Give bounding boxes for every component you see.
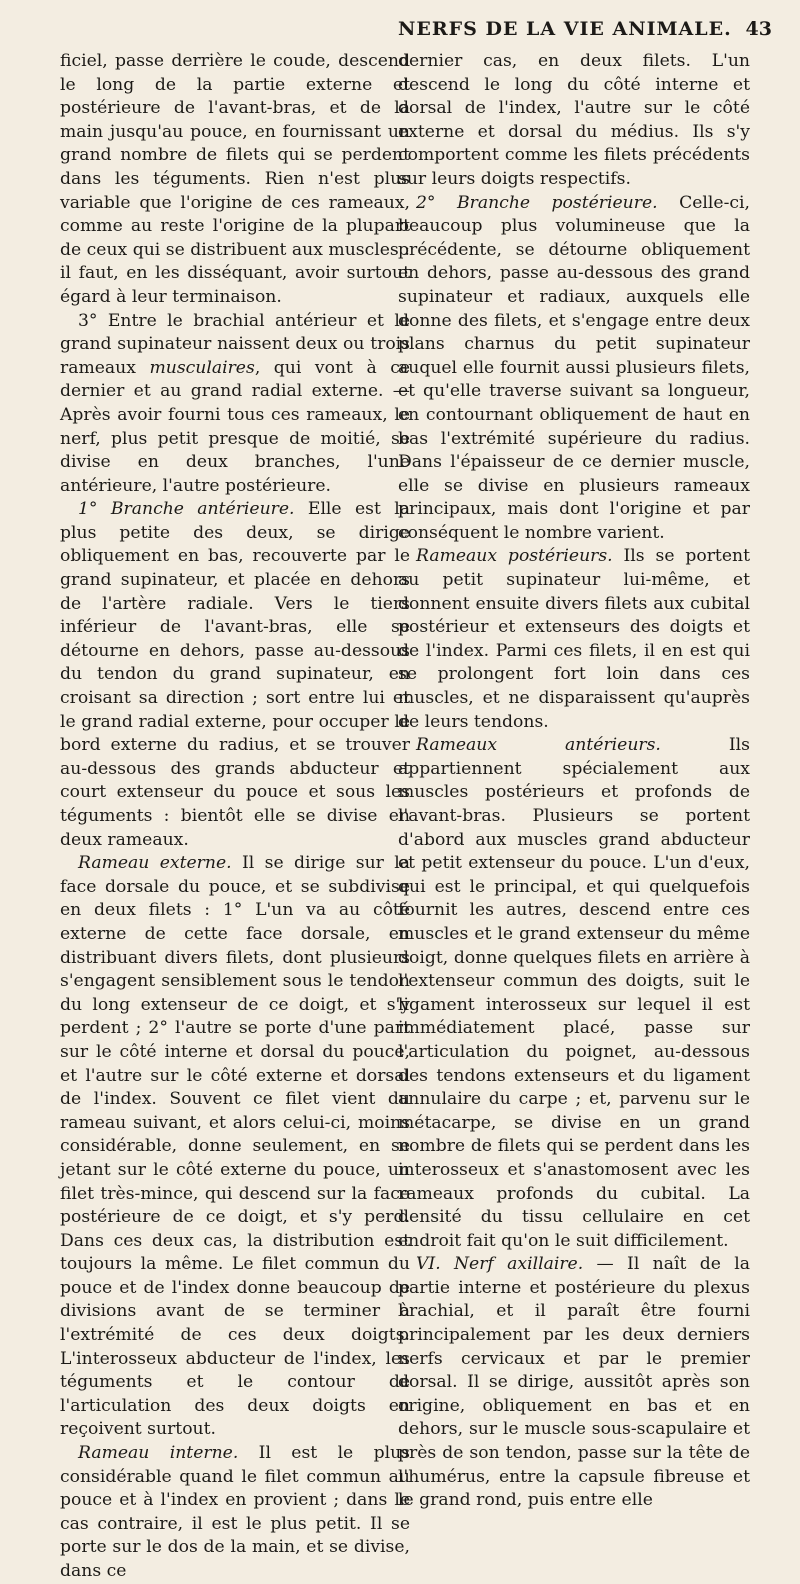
italic-term: musculaires <box>149 357 255 378</box>
paragraph <box>398 192 750 546</box>
paragraph <box>60 498 410 852</box>
paragraph <box>398 734 750 1253</box>
right-column <box>398 50 750 1513</box>
paragraph-text: — Il naît de la partie interne et postérieure du plexus brachial, et il paraît être fourni principalement par les deux derniers nerfs cervicaux et par le premier dorsal. Il se dirige, aussitôt après son origine, obliquement en bas et en dehors, sur le muscle sous-scapulaire et près de son tendon, passe sur la tête de l'humérus, entre la capsule fibreuse et le grand rond, puis entre elle <box>398 1254 750 1511</box>
paragraph-text: Il se dirige sur la face dorsale du pouce, et se subdivise en deux filets : 1° L'un va au côté externe de cette face dorsale, en distribuant divers filets, dont plusieurs s'engagent sensiblement sous le tendon du long extenseur de ce doigt, et s'y perdent ; 2° l'autre se porte d'une part sur le côté interne et dorsal du pouce, et l'autre sur le côté externe et dorsal de l'index. Souvent ce filet vient du rameau suivant, et alors celui-ci, moins considérable, donne seulement, en se jetant sur le côté externe du pouce, un filet très-mince, qui descend sur la face postérieure de ce doigt, et s'y perd. Dans ces deux cas, la distribution est toujours la même. Le filet commun du pouce et de l'index donne beaucoup de divisions avant de se terminer à l'extrémité de ces deux doigts. L'interosseux abducteur de l'index, les téguments et le contour de l'articulation des deux doigts en reçoivent surtout. <box>60 853 410 1440</box>
paragraph <box>398 50 750 192</box>
section-label: Rameaux postérieurs. <box>416 546 613 567</box>
paragraph <box>398 545 750 734</box>
paragraph-text: Elle est la plus petite des deux, se dirige obliquement en bas, recouverte par le grand supinateur, et placée en dehors de l'artère radiale. Vers le tiers inférieur de l'avant-bras, elle se détourne en dehors, passe au-dessous du tendon du grand supinateur, en croisant sa direction ; sort entre lui et le grand radial externe, pour occuper le bord externe du radius, et se trouver au-dessous des grands abducteur et court extenseur du pouce et sous les téguments : bientôt elle se divise en deux rameaux. <box>60 499 410 850</box>
paragraph-text: Il est le plus considérable quand le filet commun au pouce et à l'index en provient ; dans le cas contraire, il est le plus petit. Il se porte sur le dos de la main, et se divise, dans ce <box>60 1443 410 1581</box>
page-header <box>398 14 772 50</box>
paragraph-text: ficiel, passe derrière le coude, descend le long de la partie externe et postérieure de l'avant-bras, et de la main jusqu'au pouce, en fournissant un grand nombre de filets qui se perdent dans les téguments. Rien n'est plus variable que l'origine de ces rameaux, comme au reste l'origine de la plupart de ceux qui se distribuent aux muscles : il faut, en les disséquant, avoir surtout égard à leur terminaison. <box>60 51 410 307</box>
paragraph-text: 3° Entre le brachial antérieur et le grand supinateur naissent deux ou trois rameaux <box>60 310 410 378</box>
left-column <box>60 50 410 1584</box>
paragraph <box>398 1253 750 1513</box>
paragraph <box>60 50 410 310</box>
paragraph <box>60 852 410 1442</box>
paragraph-text: Ils se portent au petit supinateur lui-même, et donnent ensuite divers filets aux cubital postérieur et extenseurs des doigts et de l'index. Parmi ces filets, il en est qui se prolongent fort loin dans ces muscles, et ne disparaissent qu'auprès de leurs tendons. <box>398 546 750 732</box>
paragraph-text: Ils appartiennent spécialement aux muscles postérieurs et profonds de l'avant-bras. Plusieurs se portent d'abord aux muscles grand abducteur et petit extenseur du pouce. L'un d'eux, qui est le principal, et qui quelquefois fournit les autres, descend entre ces muscles et le grand extenseur du même doigt, donne quelques filets en arrière à l'extenseur commun des doigts, suit le ligament interosseux sur lequel il est immédiatement placé, passe sur l'articulation du poignet, au-dessous des tendons extenseurs et du ligament annulaire du carpe ; et, parvenu sur le métacarpe, se divise en un grand nombre de filets qui se perdent dans les interosseux et s'anastomosent avec les rameaux profonds du cubital. La densité du tissu cellulaire en cet endroit fait qu'on le suit difficilement. <box>398 735 750 1251</box>
section-label: Rameaux antérieurs. <box>416 735 661 756</box>
paragraph-text: Celle-ci, beaucoup plus volumineuse que la précédente, se détourne obliquement en dehors, passe au-dessous des grand supinateur et radiaux, auxquels elle donne des filets, et s'engage entre deux plans charnus du petit supinateur auquel elle fournit aussi plusieurs filets, et qu'elle traverse suivant sa longueur, en contournant obliquement de haut en bas l'extrémité supérieure du radius. Dans l'épaisseur de ce dernier muscle, elle se divise en plusieurs rameaux principaux, mais dont l'origine et par conséquent le nombre varient. <box>398 192 750 543</box>
paragraph <box>60 1442 410 1584</box>
paragraph <box>60 310 410 499</box>
section-label: Rameau interne. <box>78 1443 239 1464</box>
paragraph-text: , qui vont à ce dernier et au grand radial externe. — Après avoir fourni tous ces rameaux, le nerf, plus petit presque de moitié, se divise en deux branches, l'une antérieure, l'autre postérieure. <box>60 357 411 496</box>
page-number: 43 <box>745 18 772 40</box>
section-label: 2° Branche postérieure. <box>416 192 658 213</box>
section-label: Rameau externe. <box>78 853 232 874</box>
section-label: 1° Branche antérieure. <box>78 499 295 520</box>
running-title: NERFS DE LA VIE ANIMALE. <box>398 18 732 40</box>
paragraph-text: dernier cas, en deux filets. L'un descend le long du côté interne et dorsal de l'index, l'autre sur le côté externe et dorsal du médius. Ils s'y comportent comme les filets précédents sur leurs doigts respectifs. <box>398 51 750 189</box>
section-label: VI. Nerf axillaire. <box>416 1254 584 1275</box>
